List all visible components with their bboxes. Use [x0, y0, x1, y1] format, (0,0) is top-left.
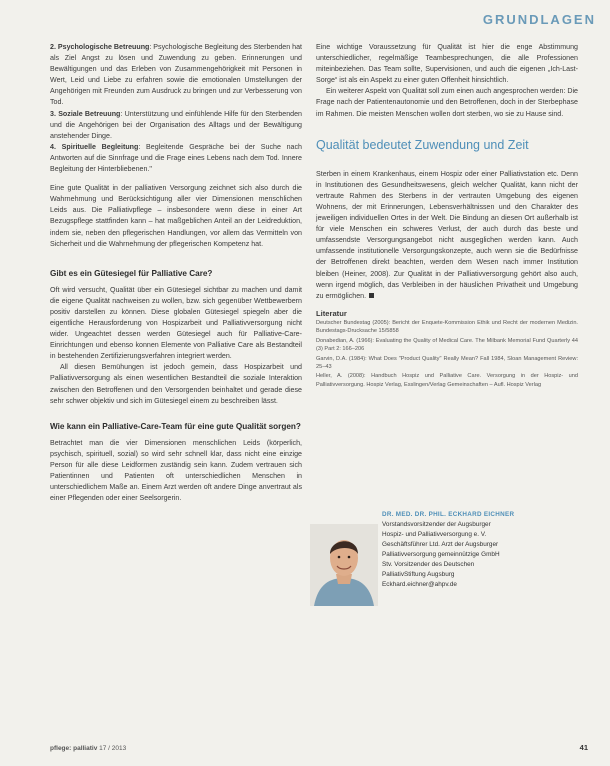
author-line: PalliativStiftung Augsburg: [382, 571, 455, 578]
end-mark-icon: [369, 293, 374, 298]
author-line: Stv. Vorsitzender des Deutschen: [382, 561, 475, 568]
paragraph: [316, 169, 578, 302]
author-text: [382, 510, 572, 590]
author-line: Geschäftsführer Ltd. Arzt der Augsburger: [382, 541, 499, 548]
pull-quote: Qualität bedeutet Zuwendung und Zeit: [316, 137, 529, 152]
literature-list: [316, 319, 578, 389]
list-title: Spirituelle Begleitung: [61, 142, 139, 151]
paragraph: All diesen Bemühungen ist jedoch gemein, dass Hospizarbeit und Palliativversorgung als einen wesentlichen Bestandteil die soziale Interaktion zwischen den Betroffenen und den Versorgenden beinhaltet und gerade diese sehr schwer objektiv und sich im Gütesiegel einem zu beschreiben lässt.: [50, 363, 302, 405]
list-item: [50, 142, 302, 175]
author-name: DR. MED. DR. PHIL. ECKHARD EICHNER: [382, 511, 515, 518]
list-text: : Psychologische Begleitung des Sterbenden hat als Ziel Angst zu lösen und Zuwendung zu geben. Erinnerungen und Bewältigungen und das Erleben von Zusammengehörigkeit mit Personen in Wert, Leid und Liebe zu erfahren sowie die emotionalen Umstellungen der Angehörigen mit Freunden zum Ausdruck zu bringen und zur Verbesserung von Tod.: [50, 43, 302, 107]
page-number: 41: [579, 743, 588, 752]
list-title: Soziale Betreuung: [58, 109, 121, 118]
list-num: 2.: [50, 43, 56, 51]
subheading: Gibt es ein Gütesiegel für Palliative Care?: [50, 268, 213, 278]
literature-item: Garvin, D.A. (1984): What Does "Product Quality" Really Mean? Fall 1984, Sloan Management Review: 25–43: [316, 355, 578, 370]
author-line: Vorstandsvorsitzender der Augsburger: [382, 521, 491, 528]
author-line: Palliativversorgung gemeinnützige GmbH: [382, 551, 500, 558]
author-email[interactable]: Eckhard.eichner@ahpv.de: [382, 581, 457, 588]
list-num: 3.: [50, 109, 56, 118]
list-item: [50, 42, 302, 109]
paragraph: Betrachtet man die vier Dimensionen menschlichen Leids (körperlich, psychisch, spirituell, sozial) so wird sehr schnell klar, dass nicht eine einzige Person für alle diese Leidformen zuständig sein kann. Zudem vertrauen sich Patientinnen und Patienten oft unterschiedlichen Menschen in unterschiedlichem Maße an. Einem Arzt werden oft andere Dinge anvertraut als einer Pflegenden oder einer Seelsorgerin.: [50, 438, 302, 503]
author-box: [310, 510, 580, 600]
list-text: : Unterstützung und einfühlende Hilfe für den Sterbenden und die Angehörigen bei der Organisation des Alltags und der Bewältigung anstehender Dinge.: [50, 109, 302, 140]
right-column: [316, 42, 578, 390]
issue-number: 17 / 2013: [99, 745, 127, 752]
literature-item: Deutscher Bundestag (2005): Bericht der Enquete-Kommission Ethik und Recht der modernen Medizin. Bundestags-Drucksache 15/5858: [316, 319, 578, 335]
journal-name: pflege: palliativ: [50, 745, 98, 752]
literature-item: Donabedian, A. (1966): Evaluating the Quality of Medical Care. The Milbank Memorial Fund Quarterly 44 (3) Part 2: 166–206: [316, 337, 578, 353]
paragraph: Eine wichtige Voraussetzung für Qualität ist hier die enge Abstimmung unterschiedlicher, regelmäßige Teambesprechungen, die alle Professionen miteinbeziehen. Das Team sollte, Supervisionen, und auch die eigenen „Ich-Last-Sorge“ ist als ein Aspekt zu einer guten Offenheit hinsichtlich.: [316, 43, 578, 85]
dimension-list: [50, 42, 302, 175]
list-item: [50, 109, 302, 142]
literature-title: Literatur: [316, 308, 347, 318]
list-num: 4.: [50, 142, 56, 151]
author-line: Hospiz- und Palliativversorgung e. V.: [382, 531, 487, 538]
paragraph: Eine gute Qualität in der palliativen Versorgung zeichnet sich also durch die Wahrnehmung und Berücksichtigung aller vier Dimensionen menschlichen Leids aus. Die Palliativpflege – insbesondere wenn diese in einer Art Bezugspflege stattfinden kann – hat maßgeblichen Anteil an der Leidreduktion, indem sie, neben den pflegerischen Handlungen, vor allem das Vermitteln von Sicherheit und die Wahrnehmung der pflegerischen Kompetenz hat.: [50, 184, 302, 248]
left-column: [50, 42, 302, 504]
author-photo: [310, 524, 378, 606]
list-title: Psychologische Betreuung: [57, 43, 150, 51]
author-portrait-icon: [310, 524, 378, 606]
paragraph: Ein weiterer Aspekt von Qualität soll zum einen auch angesprochen werden: Die Frage nach der Patientenautonomie und den Betroffenen, doch in der Sterbephase im Rahmen. Die meisten Menschen wollen dort sterben, wo sie zu Hause sind.: [316, 87, 578, 118]
subheading: Wie kann ein Palliative-Care-Team für eine gute Qualität sorgen?: [50, 421, 301, 431]
section-tag: GRUNDLAGEN: [482, 12, 596, 27]
footer-journal: [50, 745, 126, 752]
list-text: : Begleitende Gespräche bei der Suche nach Antworten auf die Sinnfrage und die Frage eines Lebens nach dem Tod. Innere Begleitung der Hinterbliebenen.": [50, 142, 302, 174]
paragraph: Oft wird versucht, Qualität über ein Gütesiegel sichtbar zu machen und damit die eigene Qualität nachweisen zu wollen, bzw. sich gegenüber Wettbewerbern positiv darstellen zu können. Diese globalen Gütesiegel spiegeln aber die eigentliche Herausforderung von Hospizarbeit und Palliativversorgung nicht wider. Ungeachtet dessen werden Gütesiegel auch für Palliative-Care-Einrichtungen und ebenso konnen Elemente von Palliative Care als Bestandteil in bestehenden Zertifizierungsverfahren integriert werden.: [50, 285, 302, 361]
paragraph-text: Sterben in einem Krankenhaus, einem Hospiz oder einer Palliativstation etc. Denn in Institutionen des Gesundheitswesens, gleich welcher Qualität, kann nicht der vertraute Rahmen des Sterbens in der vertrauten Umgebung des eigenen Wohnens, der mit Erinnerungen, Lebensverhältnissen und den Charakter des jeweiligen individuellen Ortes in der Welt. Die Bindung an diesen Ort außerhalb ist für viele Menschen ein schweres Verlust, der auch durch das beste und umfassendste Versorgungsangebot nicht ausgeglichen werden kann. Auch umfassende institutionelle Versorgungskonzepte, auch wenn sie die Bedürfnisse der Betroffenen direkt beachten, werden dem Wesen nach immer Institution bleiben (Heiner, 2008). Zur Qualität in der Palliativversorgung gehört also auch, wenn irgend möglich, das Verbleiben in der häuslichen Privatheit und Umgebung zu ermöglichen.: [316, 169, 578, 300]
literature-item: Heller, A. (2008): Handbuch Hospiz und Palliative Care. Versorgung in der Hospiz- und Palliativversorgung. Hospiz Verlag, Esslingen/Verlag Gemeinschaften – Aufl. Hospiz Verlag: [316, 373, 578, 388]
